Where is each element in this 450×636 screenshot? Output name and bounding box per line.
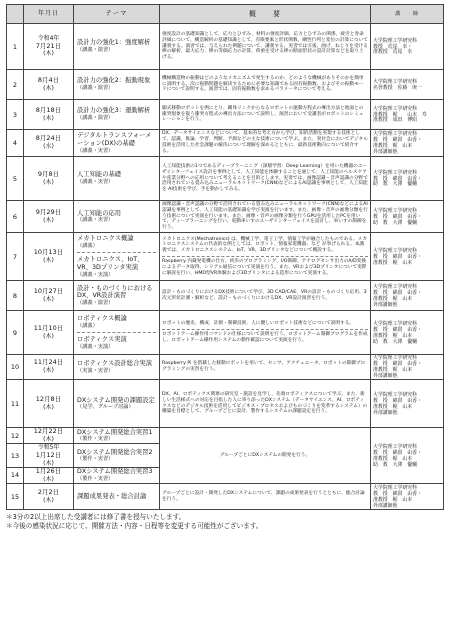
session-date <box>24 24 74 70</box>
era-label: 令和5年 <box>37 444 60 452</box>
session-number: 12 <box>7 428 24 444</box>
theme-format: （講義・演習） <box>77 85 114 92</box>
session-number: 8 <box>7 281 24 311</box>
session-number: 10 <box>7 355 24 380</box>
lecturer-text: 大学院理工学研究科 教 授 綿貫 由香・ 准教授 梶 山本 外部講師他 <box>373 391 422 416</box>
date-label: 8月18日 <box>35 105 62 114</box>
divider <box>77 332 156 333</box>
session-number: 11 <box>7 380 24 428</box>
session-lecturer <box>371 70 444 100</box>
session-theme <box>74 130 160 157</box>
session-lecturer <box>371 484 444 510</box>
table-row <box>7 100 444 130</box>
theme-format: （講義・実習） <box>77 179 114 186</box>
session-date <box>24 484 74 510</box>
table-header-row <box>7 5 444 24</box>
description-text: DX、データサイエンスなどについて、基本的な考え方から学び、知的活動を実現する技術として、認識、推論、学習、判断、予測などの主な技術について学ぶ。また、実社会においてデジタル技術を活用した社会課題の解決について理解を深めるとともに、最新技術動向について紹介する。 <box>162 131 368 154</box>
lecturer-text: 大学院理工学研究科 教 授 綿貫 由香・ 准教授 梶 山本 助 教 大澤 優輔 <box>373 320 422 345</box>
session-description <box>160 24 371 70</box>
weekday-label: (水) <box>43 143 54 151</box>
theme-title: 人工知能の基礎 <box>77 171 122 179</box>
session-number: 3 <box>7 100 24 130</box>
description-text: メカトロニクス(Mechatronics) は、機械工学、電子工学、情報工学が融合したものである。メカトロニクスシステムの代表的な例としては、ロボット、情報家電機器、など が挙げられる。本講義では、メカトロニクスシステム、IoT、VR、3Dプリンタなどについて概説する。 <box>162 236 368 254</box>
session-number: 2 <box>7 70 24 100</box>
weekday-label: (木) <box>43 295 54 303</box>
weekday-label: (木) <box>43 84 54 92</box>
date-label: 1月26日 <box>35 466 62 475</box>
session-description <box>160 484 371 510</box>
header-no <box>7 5 24 24</box>
description-text: グループごとにDXシステムの開発を行う。 <box>219 452 311 458</box>
date-label: 2月2日 <box>37 487 60 496</box>
date-label: 9月8日 <box>37 169 60 178</box>
session-lecturer <box>371 311 444 355</box>
description-text: 設計・ものづくりにおけるDX技術について学び、3D CAD/CAE、VRの設計・ものづくり応用、3次元形状計測・解析など、設計・ものづくりにおけるDX、VR設計演習を行う。 <box>162 289 367 301</box>
session-date <box>24 70 74 100</box>
header-description: 概 要 <box>160 5 371 24</box>
session-description <box>160 428 371 484</box>
session-date <box>24 428 74 444</box>
lecturer-text: 大学院理工学研究科 教 授 綿貫 由香・ 助 教 大澤 優輔 <box>373 207 422 226</box>
session-theme <box>74 100 160 130</box>
session-description <box>160 100 371 130</box>
table-row <box>7 428 444 444</box>
theme-format: （講義・実演） <box>77 343 114 350</box>
description-text: ロボットの歴史、構成、計測・制御技術、人に優しいロボット技術などについて説明する。 <box>162 321 355 327</box>
weekday-label: (木) <box>43 496 54 504</box>
theme-title: 設計力の強化1：強度解析 <box>77 39 151 47</box>
footnotes <box>6 513 444 531</box>
session-theme <box>74 428 160 444</box>
table-row <box>7 484 444 510</box>
theme-title: 課題成果発表・総合討論 <box>77 492 147 500</box>
header-lecturer: 講 師 <box>371 5 444 24</box>
description-text: Raspberry 内蔵発電機の仕方、初歩のプログラミング、I/O制御、アナログセンサ出力のA/D変換によるデータ取得、シリアル通信について実演を行う。また、VRおよび3Dプリンタについて実際に解説を行い、HMD型VR体験および3Dプリンタによる造形について実演する。 <box>162 259 367 276</box>
table-row <box>7 130 444 157</box>
era-label: 令和4年 <box>37 35 60 43</box>
table-row <box>7 233 444 281</box>
session-number: 9 <box>7 311 24 355</box>
date-label: 12月8日 <box>35 394 62 403</box>
lecturer-text: 大学院理工学研究科 教 授 綿貫 由香・ 准教授 梶 山本 外部講師他 <box>373 131 422 155</box>
weekday-label: (木) <box>43 436 54 443</box>
date-label: 10月13日 <box>33 248 64 257</box>
theme-format: （講義） <box>77 242 98 249</box>
session-lecturer <box>371 355 444 380</box>
description-text: 脚式移動ロボットを例にとり、剛体リンクからなるロボットの運動方程式の導出方法と地面との衝突現象を扱う衝突方程式の導出方法について説明し、演習において受講者がロボットのシミュレーションを行う。 <box>162 105 364 123</box>
theme-title: メカトロニクス概論 <box>77 235 134 243</box>
date-label: 7月21日 <box>35 41 62 50</box>
theme-title: ロボティクス概論 <box>77 315 127 323</box>
session-description <box>160 311 371 355</box>
session-description <box>160 130 371 157</box>
session-number: 5 <box>7 157 24 201</box>
header-date: 年月日 <box>24 5 74 24</box>
table-row <box>7 355 444 380</box>
date-label: 8月24日 <box>35 134 62 143</box>
theme-format: （製作・実習） <box>77 456 114 463</box>
table-row <box>7 70 444 100</box>
session-number: 7 <box>7 233 24 281</box>
table-row <box>7 157 444 201</box>
session-date <box>24 380 74 428</box>
date-label: 8月4日 <box>37 75 60 84</box>
session-date <box>24 157 74 201</box>
session-date <box>24 311 74 355</box>
session-description <box>160 201 371 233</box>
session-description <box>160 157 371 201</box>
theme-format: （講義） <box>77 322 98 329</box>
weekday-label: (木) <box>43 178 54 186</box>
table-row <box>7 201 444 233</box>
theme-title: DXシステム開発総合実習1 <box>77 428 153 436</box>
session-lecturer <box>371 157 444 201</box>
session-lecturer <box>371 100 444 130</box>
lecturer-text: 大学院理工学研究科 教 授 綿貫 由香・ 准教授 梶 山本 外部講師他 <box>373 355 422 380</box>
session-lecturer <box>371 24 444 70</box>
session-theme <box>74 355 160 380</box>
session-date <box>24 281 74 311</box>
theme-title: ロボティクス実演 <box>77 336 127 344</box>
theme-format: （講義・実習） <box>77 217 114 224</box>
theme-format: （講義・実演） <box>77 271 114 278</box>
weekday-label: (木) <box>43 50 54 58</box>
session-number: 13 <box>7 444 24 468</box>
divider <box>162 329 368 330</box>
date-label: 10月27日 <box>33 287 64 296</box>
lecturer-text: 大学院理工学研究科 教授 荒尾 幸・ 准教授 荒尾 幸 <box>373 37 418 56</box>
session-date <box>24 444 74 468</box>
theme-title: メカトロニクス、IoT、VR、3Dプリンタ実演 <box>77 256 144 271</box>
table-row <box>7 311 444 355</box>
theme-title: 設計力の強化2：振動現象 <box>77 77 151 85</box>
weekday-label: (木) <box>43 403 54 411</box>
lecturer-text: 大学院理工学研究科 准教授 梶 山本 寿 准教授 成田 博昭 <box>373 105 427 124</box>
theme-title: 人工知能の応用 <box>77 209 122 217</box>
session-theme <box>74 467 160 483</box>
theme-title: DXシステム開発の課題設定 <box>77 396 155 404</box>
theme-title: 設計力の強化3：運動解析 <box>77 107 151 115</box>
session-lecturer <box>371 380 444 428</box>
weekday-label: (木) <box>43 475 54 483</box>
session-date <box>24 467 74 483</box>
lecturer-text: 大学院理工学研究科 教 授 綿貫 由香・ 准教授 梶 山本 外部講師他 <box>373 283 422 308</box>
date-label: 1月12日 <box>35 450 62 459</box>
session-theme <box>74 70 160 100</box>
session-description <box>160 281 371 311</box>
table-row <box>7 281 444 311</box>
divider <box>162 256 368 257</box>
table-row <box>7 380 444 428</box>
description-text: 画像認識・音声認識の分野で活用されている畳み込みニューラルネットワーク(CNN)などによるAI認識を事例として、人工知能の基礎知識を学び実演を行います。また、画像・音声の画像分類を行う技術について実演を行います。また、画像・音声の画像分類を行うGPUを活用したPCを用いて、ディープラーニングを行い、電動車いすのユーザインターフェイスを設計し、車いすの制御を行う。 <box>162 202 368 231</box>
schedule-table <box>6 4 444 510</box>
table-body <box>7 24 444 510</box>
theme-title: ロボティクス設計総合実演 <box>77 360 152 368</box>
footnote: ＊3分の2以上出席した受講者には修了書を授与いたします。 <box>6 513 186 522</box>
description-text: DX、AI、ロボティクス関連の研究室・施設を見学し、先端ロボティクスについて学ぶ。また、新しい生活様式への対応を目指した人に寄り添ったDXシステム（データサイエンス、AI、ロボティクスなどのデジタル技術を活用してビジネス・プロセスおよびものづくりを変革するシステム）の構築を目標として、グループごとに設計、製作するシステムの課題設定を行う。 <box>162 391 368 415</box>
session-date <box>24 233 74 281</box>
theme-format: （講義・演習） <box>77 115 114 122</box>
theme-title: デジタルトランスフォーメーション(DX)の基礎 <box>77 132 152 147</box>
description-text: ロボットアーム操作用コマンドの仕様について説明を行う。ロボットアーム制御プログラムを作成し、ロボットアーム操作用システムの動作確認について実演を行う。 <box>162 332 368 344</box>
description-text: 強度設計の基礎知識として、応力とひずみ、材料の強度評価、応力とひずみの関係、疲労と寿命評価について、構造解析の基礎知識として、有限要素と形状関数、剛性行列と変位の計算について講義する。演習では、与えられた例題について、講義する。実習では引張、曲げ、ねじりを受ける棒の解析、最大応力、棒の等価応力の計算、荷重を受ける棒の断面形状の設計計算などを取り上げる。 <box>162 31 368 61</box>
lecturer-text: 大学院理工学研究科 名誉教授 佐藤 庚一 <box>373 78 422 91</box>
theme-format: （製作・実習） <box>77 436 114 443</box>
session-theme <box>74 157 160 201</box>
session-number: 4 <box>7 130 24 157</box>
theme-format: （見学、グループ討論） <box>77 404 134 411</box>
session-description <box>160 233 371 281</box>
weekday-label: (木) <box>43 367 54 375</box>
session-description <box>160 355 371 380</box>
description-text: グループごとに設計・開発したDXシステムについて、課題の成果発表を行うとともに、総合討論を行う。 <box>162 490 365 502</box>
session-number: 1 <box>7 24 24 70</box>
session-theme <box>74 444 160 468</box>
weekday-label: (木) <box>43 114 54 122</box>
session-theme <box>74 233 160 281</box>
date-label: 11月24日 <box>33 358 64 367</box>
weekday-label: (木) <box>43 216 54 224</box>
session-theme <box>74 380 160 428</box>
theme-format: （講義・実習） <box>77 147 114 154</box>
description-text: Raspberry Pi を搭載した移動ロボットを用いて、センサ、アクチュエータ、ロボットの制御プログラミングの実習を行う。 <box>162 361 366 373</box>
date-label: 12月22日 <box>33 427 64 436</box>
lecturer-text: 大学院理工学研究科 教 授 綿貫 由香・ 准教授 梶 山本 助 教 大澤 優輔 <box>373 443 422 468</box>
session-date <box>24 355 74 380</box>
session-theme <box>74 281 160 311</box>
theme-title: DXシステム開発総合実習2 <box>77 448 153 456</box>
theme-format: （製作・実習） <box>77 476 114 483</box>
date-label: 11月10日 <box>33 324 64 333</box>
session-lecturer <box>371 233 444 281</box>
lecturer-text: 大学院理工学研究科 教 授 綿貫 由香・ 助 教 大澤 優輔 <box>373 169 422 188</box>
session-date <box>24 130 74 157</box>
lecturer-text: 大学院理工学研究科 教 授 綿貫 由香・ 准教授 梶 山本 <box>373 247 422 266</box>
session-lecturer <box>371 428 444 484</box>
lecturer-text: 大学院理工学研究科 教 授 綿貫 由香・ 准教授 梶 山本 外部講師他 <box>373 484 422 509</box>
syllabus-sheet <box>6 4 444 531</box>
footnote: ＊今後の感染状況に応じて、開催方法・内容・日程等を変更する可能性がございます。 <box>6 521 263 530</box>
description-text: 人工知能技術の1つであるディープラーニング（深層学習：Deep Learning）を用いた機器のユーザインターフェイス設計を事例として、人工知能を体験することを通じて、人工知能のヘルスケアや産業分野への応用について考えることを目的とします。実習では、画像認識・音声認識の分野で活用されている畳み込みニューラルネットワーク(CNN)などによるAI認識を事例として、人工知能を AI技術を学び、手を動かしてみる。 <box>162 163 368 193</box>
session-theme <box>74 201 160 233</box>
weekday-label: (木) <box>43 256 54 264</box>
session-theme <box>74 311 160 355</box>
session-lecturer <box>371 281 444 311</box>
session-date <box>24 100 74 130</box>
theme-format: （実演・実習） <box>77 367 114 374</box>
session-number: 15 <box>7 484 24 510</box>
description-text: 機械構造物の振動はどのようなメカニズムで発生するのか、どのような機械がありそのかを簡単に説明する。次に振動問題を解決するために必要な知識である固有振動数、およびその振動モードについて説明する。演習では、固有振動数を求めるパラメータについて考える。 <box>162 75 364 93</box>
session-number: 6 <box>7 201 24 233</box>
theme-title: DXシステム開発総合実習3 <box>77 468 153 476</box>
weekday-label: (木) <box>43 332 54 340</box>
theme-title: 設計・ものづくりにおけるDX、VR設計演習 <box>77 284 153 300</box>
theme-format: （講義・演習） <box>77 47 114 54</box>
theme-format: （講義・演習） <box>77 300 114 307</box>
session-lecturer <box>371 201 444 233</box>
session-theme <box>74 484 160 510</box>
session-theme <box>74 24 160 70</box>
weekday-label: (木) <box>43 459 54 467</box>
date-label: 9月29日 <box>35 207 62 216</box>
session-number: 14 <box>7 467 24 483</box>
header-theme: テーマ <box>74 5 160 24</box>
session-description <box>160 70 371 100</box>
session-description <box>160 380 371 428</box>
table-row <box>7 24 444 70</box>
session-lecturer <box>371 130 444 157</box>
divider <box>77 252 156 253</box>
session-date <box>24 201 74 233</box>
